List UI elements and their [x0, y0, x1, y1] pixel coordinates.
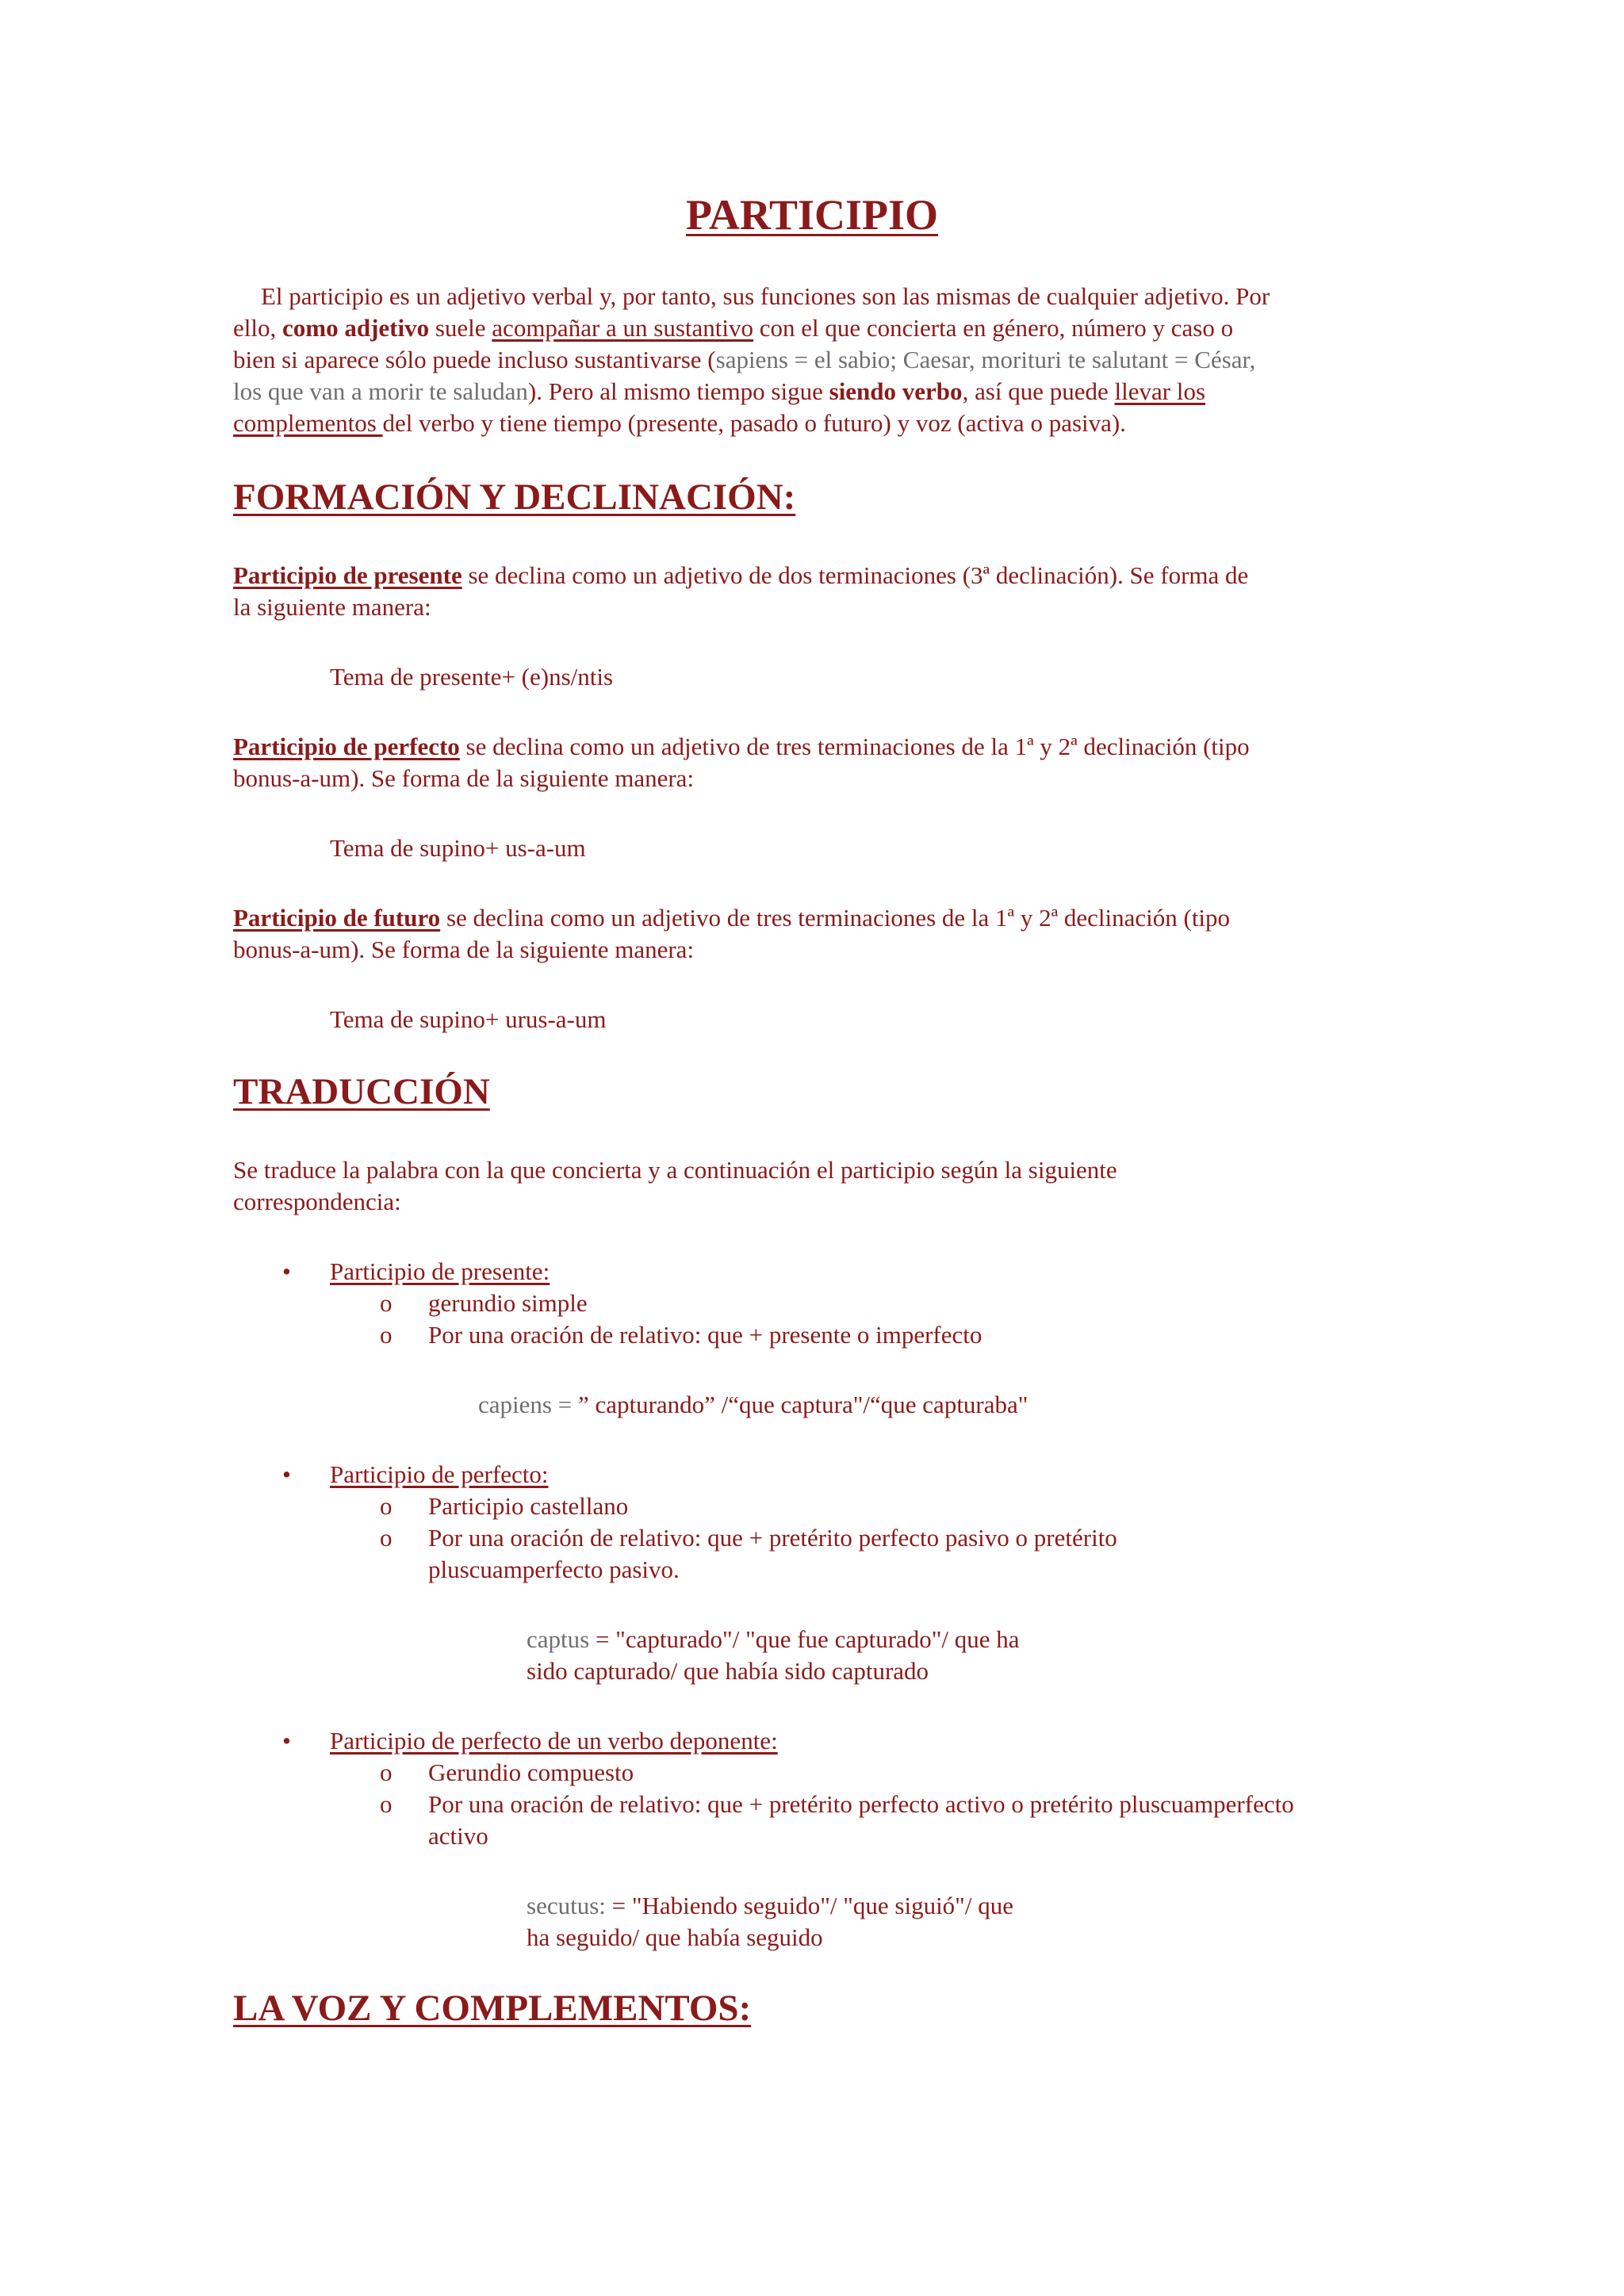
heading-text: LA VOZ Y COMPLEMENTOS: — [233, 1988, 752, 2029]
sub-list-item-continuation — [428, 1820, 488, 1852]
intro-text: , así que puede — [962, 377, 1115, 405]
bullet-icon: • — [282, 1257, 291, 1285]
page-title — [0, 190, 1624, 239]
example-line — [478, 1389, 1028, 1421]
example-line — [527, 1890, 1013, 1922]
futuro-formula — [330, 1004, 606, 1035]
example-translation: sido capturado/ que había sido capturado — [527, 1657, 929, 1685]
sub-list-item — [428, 1288, 588, 1319]
bullet-icon: • — [282, 1460, 291, 1488]
list-item-label: Participio de perfecto de un verbo deponente: — [330, 1727, 778, 1755]
circle-bullet-icon: o — [380, 1289, 393, 1317]
list-item — [330, 1725, 778, 1757]
section-heading-formacion — [233, 476, 795, 519]
sub-item-text: Por una oración de relativo: que + pretérito perfecto pasivo o pretérito — [428, 1524, 1117, 1552]
example-word: capiens = — [478, 1391, 578, 1418]
perfecto-line-2 — [233, 763, 694, 794]
formula-text: Tema de presente+ (e)ns/ntis — [330, 663, 614, 691]
section-heading-traduccion — [233, 1070, 490, 1113]
paragraph-text: se declina como un adjetivo de tres terminaciones de la 1ª y 2ª declinación (tipo — [459, 733, 1250, 760]
circle-bullet-icon: o — [380, 1321, 393, 1349]
example-line — [527, 1624, 1020, 1655]
sub-list-item — [428, 1522, 1117, 1554]
sub-list-item-continuation — [428, 1554, 680, 1586]
page-title-text: PARTICIPIO — [685, 191, 939, 239]
list-item — [330, 1256, 550, 1288]
paragraph-text: bonus-a-um). Se forma de la siguiente manera: — [233, 936, 695, 963]
participle-label: Participio de perfecto — [233, 733, 460, 760]
sub-list-item — [428, 1319, 982, 1351]
paragraph-text: correspondencia: — [233, 1188, 401, 1215]
intro-text: ). Pero al mismo tiempo sigue — [527, 377, 829, 405]
circle-bullet-icon: o — [380, 1758, 393, 1786]
intro-text: del verbo y tiene tiempo (presente, pasado o futuro) y voz (activa o pasiva). — [382, 409, 1126, 437]
example-word: captus — [527, 1625, 596, 1653]
participle-label: Participio de futuro — [233, 904, 441, 932]
heading-text: TRADUCCIÓN — [233, 1071, 490, 1112]
bullet-icon: • — [282, 1727, 291, 1755]
intro-text: ello, — [233, 314, 282, 342]
perfecto-formula — [330, 832, 586, 864]
section-heading-voz — [233, 1987, 751, 2030]
presente-line-2 — [233, 591, 431, 623]
futuro-line-1 — [233, 902, 1230, 934]
heading-text: FORMACIÓN Y DECLINACIÓN: — [233, 476, 796, 518]
sub-item-text: Gerundio compuesto — [428, 1758, 634, 1786]
example-word: secutus: — [527, 1892, 612, 1919]
sub-item-text: gerundio simple — [428, 1289, 588, 1317]
paragraph-text: la siguiente manera: — [233, 593, 431, 621]
presente-formula — [330, 661, 613, 693]
sub-item-text: Por una oración de relativo: que + pretérito perfecto activo o pretérito pluscuamperfecto — [428, 1790, 1294, 1818]
intro-text: bien si aparece sólo puede incluso sustantivarse ( — [233, 346, 716, 373]
list-item-label: Participio de presente: — [330, 1257, 550, 1285]
intro-line-1 — [261, 281, 1270, 312]
paragraph-text: bonus-a-um). Se forma de la siguiente manera: — [233, 764, 695, 792]
sub-list-item — [428, 1789, 1294, 1820]
intro-text: con el que concierta en género, número y caso o — [753, 314, 1234, 342]
intro-line-3 — [233, 344, 1255, 376]
underlined-phrase: llevar los — [1114, 377, 1206, 405]
formula-text: Tema de supino+ us-a-um — [330, 834, 586, 862]
example-line-2 — [527, 1922, 823, 1954]
traduccion-intro-line-1 — [233, 1154, 1117, 1186]
underlined-phrase: complementos — [233, 409, 383, 437]
sub-item-text: Participio castellano — [428, 1492, 629, 1520]
intro-line-5 — [233, 408, 1126, 439]
intro-text: El participio es un adjetivo verbal y, por tanto, sus funciones son las mismas de cualquier adjetivo. Por — [261, 282, 1270, 310]
list-item-label: Participio de perfecto: — [330, 1460, 549, 1488]
example-translation: = "Habiendo seguido"/ "que siguió"/ que — [611, 1892, 1013, 1919]
intro-text: suele — [429, 314, 492, 342]
paragraph-text: Se traduce la palabra con la que concierta y a continuación el participio según la siguiente — [233, 1156, 1117, 1184]
intro-line-4 — [233, 376, 1205, 408]
circle-bullet-icon: o — [380, 1790, 393, 1818]
example-text: los que van a morir te saludan — [233, 377, 528, 405]
bold-phrase: siendo verbo — [829, 377, 963, 405]
sub-item-text: Por una oración de relativo: que + presente o imperfecto — [428, 1321, 982, 1349]
futuro-line-2 — [233, 934, 694, 966]
paragraph-text: se declina como un adjetivo de tres terminaciones de la 1ª y 2ª declinación (tipo — [440, 904, 1231, 932]
intro-line-2 — [233, 312, 1233, 344]
list-item — [330, 1459, 548, 1490]
underlined-phrase: acompañar a un sustantivo — [492, 314, 754, 342]
example-translation: ha seguido/ que había seguido — [527, 1923, 823, 1951]
circle-bullet-icon: o — [380, 1524, 393, 1552]
formula-text: Tema de supino+ urus-a-um — [330, 1005, 607, 1033]
sub-item-text: activo — [428, 1822, 488, 1850]
participle-label: Participio de presente — [233, 561, 462, 589]
sub-list-item — [428, 1490, 628, 1522]
example-translation: = "capturado"/ "que fue capturado"/ que ha — [595, 1625, 1020, 1653]
bold-phrase: como adjetivo — [282, 314, 430, 342]
perfecto-line-1 — [233, 731, 1250, 763]
traduccion-intro-line-2 — [233, 1186, 401, 1218]
paragraph-text: se declina como un adjetivo de dos terminaciones (3ª declinación). Se forma de — [462, 561, 1249, 589]
presente-line-1 — [233, 560, 1248, 591]
sub-list-item — [428, 1757, 634, 1789]
example-line-2 — [527, 1655, 929, 1687]
sub-item-text: pluscuamperfecto pasivo. — [428, 1556, 680, 1583]
example-text: sapiens = el sabio; Caesar, morituri te salutant = César, — [715, 346, 1256, 373]
example-translation: ” capturando” /“que captura"/“que capturaba" — [577, 1391, 1028, 1418]
circle-bullet-icon: o — [380, 1492, 393, 1520]
